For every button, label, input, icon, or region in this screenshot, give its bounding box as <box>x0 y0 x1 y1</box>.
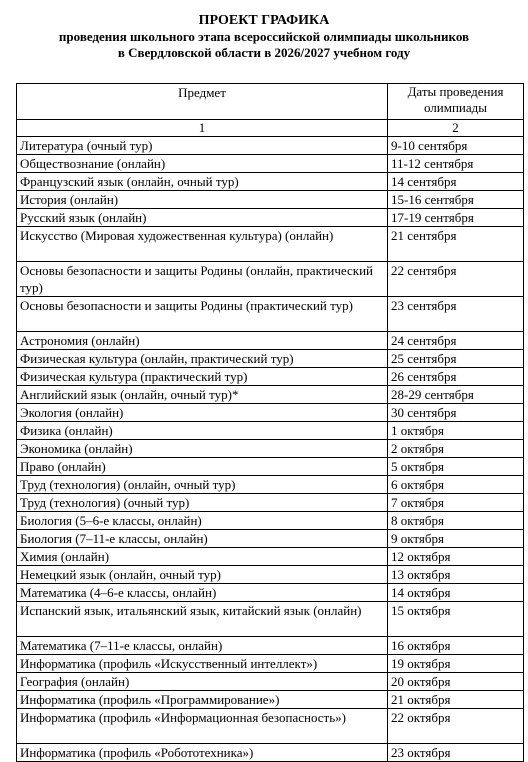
document-header <box>0 12 528 61</box>
table-row <box>17 476 524 494</box>
subject-cell: Испанский язык, итальянский язык, китайский язык (онлайн) <box>17 602 388 637</box>
column-number-subject: 1 <box>17 120 388 137</box>
column-header-subject: Предмет <box>17 84 388 120</box>
column-header-dates: Даты проведения олимпиады <box>388 84 524 120</box>
subject-cell: Французский язык (онлайн, очный тур) <box>17 173 388 191</box>
subject-cell: Труд (технология) (очный тур) <box>17 494 388 512</box>
date-cell: 2 октября <box>388 440 524 458</box>
subject-cell: Биология (5–6-е классы, онлайн) <box>17 512 388 530</box>
subject-cell: Экономика (онлайн) <box>17 440 388 458</box>
document-subtitle-line1: проведения школьного этапа всероссийской олимпиады школьников <box>58 29 470 44</box>
table-row <box>17 440 524 458</box>
table-row <box>17 209 524 227</box>
date-cell: 22 сентября <box>388 262 524 297</box>
subject-cell: Литература (очный тур) <box>17 137 388 155</box>
subject-cell: Информатика (профиль «Искусственный интеллект») <box>17 655 388 673</box>
table-row <box>17 155 524 173</box>
date-cell: 12 октября <box>388 548 524 566</box>
subject-cell: Русский язык (онлайн) <box>17 209 388 227</box>
date-cell: 9-10 сентября <box>388 137 524 155</box>
date-cell: 13 октября <box>388 566 524 584</box>
table-row <box>17 584 524 602</box>
table-row <box>17 530 524 548</box>
date-cell: 15-16 сентября <box>388 191 524 209</box>
subject-cell: Информатика (профиль «Информационная безопасность») <box>17 709 388 744</box>
date-cell: 21 октября <box>388 691 524 709</box>
date-cell: 8 октября <box>388 512 524 530</box>
subject-cell: Труд (технология) (онлайн, очный тур) <box>17 476 388 494</box>
date-cell: 23 октября <box>388 744 524 762</box>
subject-cell: Химия (онлайн) <box>17 548 388 566</box>
subject-cell: Экология (онлайн) <box>17 404 388 422</box>
date-cell: 21 сентября <box>388 227 524 262</box>
date-cell: 14 сентября <box>388 173 524 191</box>
subject-cell: История (онлайн) <box>17 191 388 209</box>
date-cell: 9 октября <box>388 530 524 548</box>
subject-cell: Физическая культура (практический тур) <box>17 368 388 386</box>
table-row <box>17 566 524 584</box>
date-cell: 17-19 сентября <box>388 209 524 227</box>
subject-cell: Физическая культура (онлайн, практический тур) <box>17 350 388 368</box>
date-cell: 16 октября <box>388 637 524 655</box>
subject-cell: Информатика (профиль «Робототехника») <box>17 744 388 762</box>
date-cell: 26 сентября <box>388 368 524 386</box>
date-cell: 28-29 сентября <box>388 386 524 404</box>
olympiad-schedule-table <box>16 83 524 762</box>
table-row <box>17 262 524 297</box>
subject-cell: Математика (7–11-е классы, онлайн) <box>17 637 388 655</box>
date-cell: 30 сентября <box>388 404 524 422</box>
table-row <box>17 191 524 209</box>
date-cell: 5 октября <box>388 458 524 476</box>
table-row <box>17 637 524 655</box>
subject-cell: Искусство (Мировая художественная культура) (онлайн) <box>17 227 388 262</box>
table-row <box>17 297 524 332</box>
date-cell: 24 сентября <box>388 332 524 350</box>
table-row <box>17 386 524 404</box>
table-row <box>17 422 524 440</box>
subject-cell: Обществознание (онлайн) <box>17 155 388 173</box>
table-row <box>17 709 524 744</box>
date-cell: 25 сентября <box>388 350 524 368</box>
subject-cell: Информатика (профиль «Программирование») <box>17 691 388 709</box>
subject-cell: Английский язык (онлайн, очный тур)* <box>17 386 388 404</box>
table-row <box>17 227 524 262</box>
table-row <box>17 458 524 476</box>
table-row <box>17 548 524 566</box>
table-row <box>17 512 524 530</box>
date-cell: 23 сентября <box>388 297 524 332</box>
date-cell: 14 октября <box>388 584 524 602</box>
subject-cell: Право (онлайн) <box>17 458 388 476</box>
date-cell: 22 октября <box>388 709 524 744</box>
subject-cell: Физика (онлайн) <box>17 422 388 440</box>
table-row <box>17 602 524 637</box>
table-row <box>17 673 524 691</box>
table-row <box>17 332 524 350</box>
subject-cell: Биология (7–11-е классы, онлайн) <box>17 530 388 548</box>
table-row <box>17 137 524 155</box>
date-cell: 1 октября <box>388 422 524 440</box>
table-row <box>17 350 524 368</box>
subject-cell: Основы безопасности и защиты Родины (практический тур) <box>17 297 388 332</box>
table-row <box>17 655 524 673</box>
document-subtitle-line2: в Свердловской области в 2026/2027 учебном году <box>117 45 411 60</box>
subject-cell: Основы безопасности и защиты Родины (онлайн, практический тур) <box>17 262 388 297</box>
table-row <box>17 173 524 191</box>
date-cell: 11-12 сентября <box>388 155 524 173</box>
table-row <box>17 744 524 762</box>
subject-cell: География (онлайн) <box>17 673 388 691</box>
date-cell: 20 октября <box>388 673 524 691</box>
date-cell: 7 октября <box>388 494 524 512</box>
subject-cell: Немецкий язык (онлайн, очный тур) <box>17 566 388 584</box>
subject-cell: Астрономия (онлайн) <box>17 332 388 350</box>
table-row <box>17 368 524 386</box>
date-cell: 19 октября <box>388 655 524 673</box>
table-row <box>17 691 524 709</box>
column-number-dates: 2 <box>388 120 524 137</box>
date-cell: 6 октября <box>388 476 524 494</box>
table-row <box>17 404 524 422</box>
column-number-row <box>17 120 524 137</box>
document-title: ПРОЕКТ ГРАФИКА <box>198 13 330 28</box>
subject-cell: Математика (4–6-е классы, онлайн) <box>17 584 388 602</box>
date-cell: 15 октября <box>388 602 524 637</box>
table-row <box>17 494 524 512</box>
table-header-row <box>17 84 524 120</box>
